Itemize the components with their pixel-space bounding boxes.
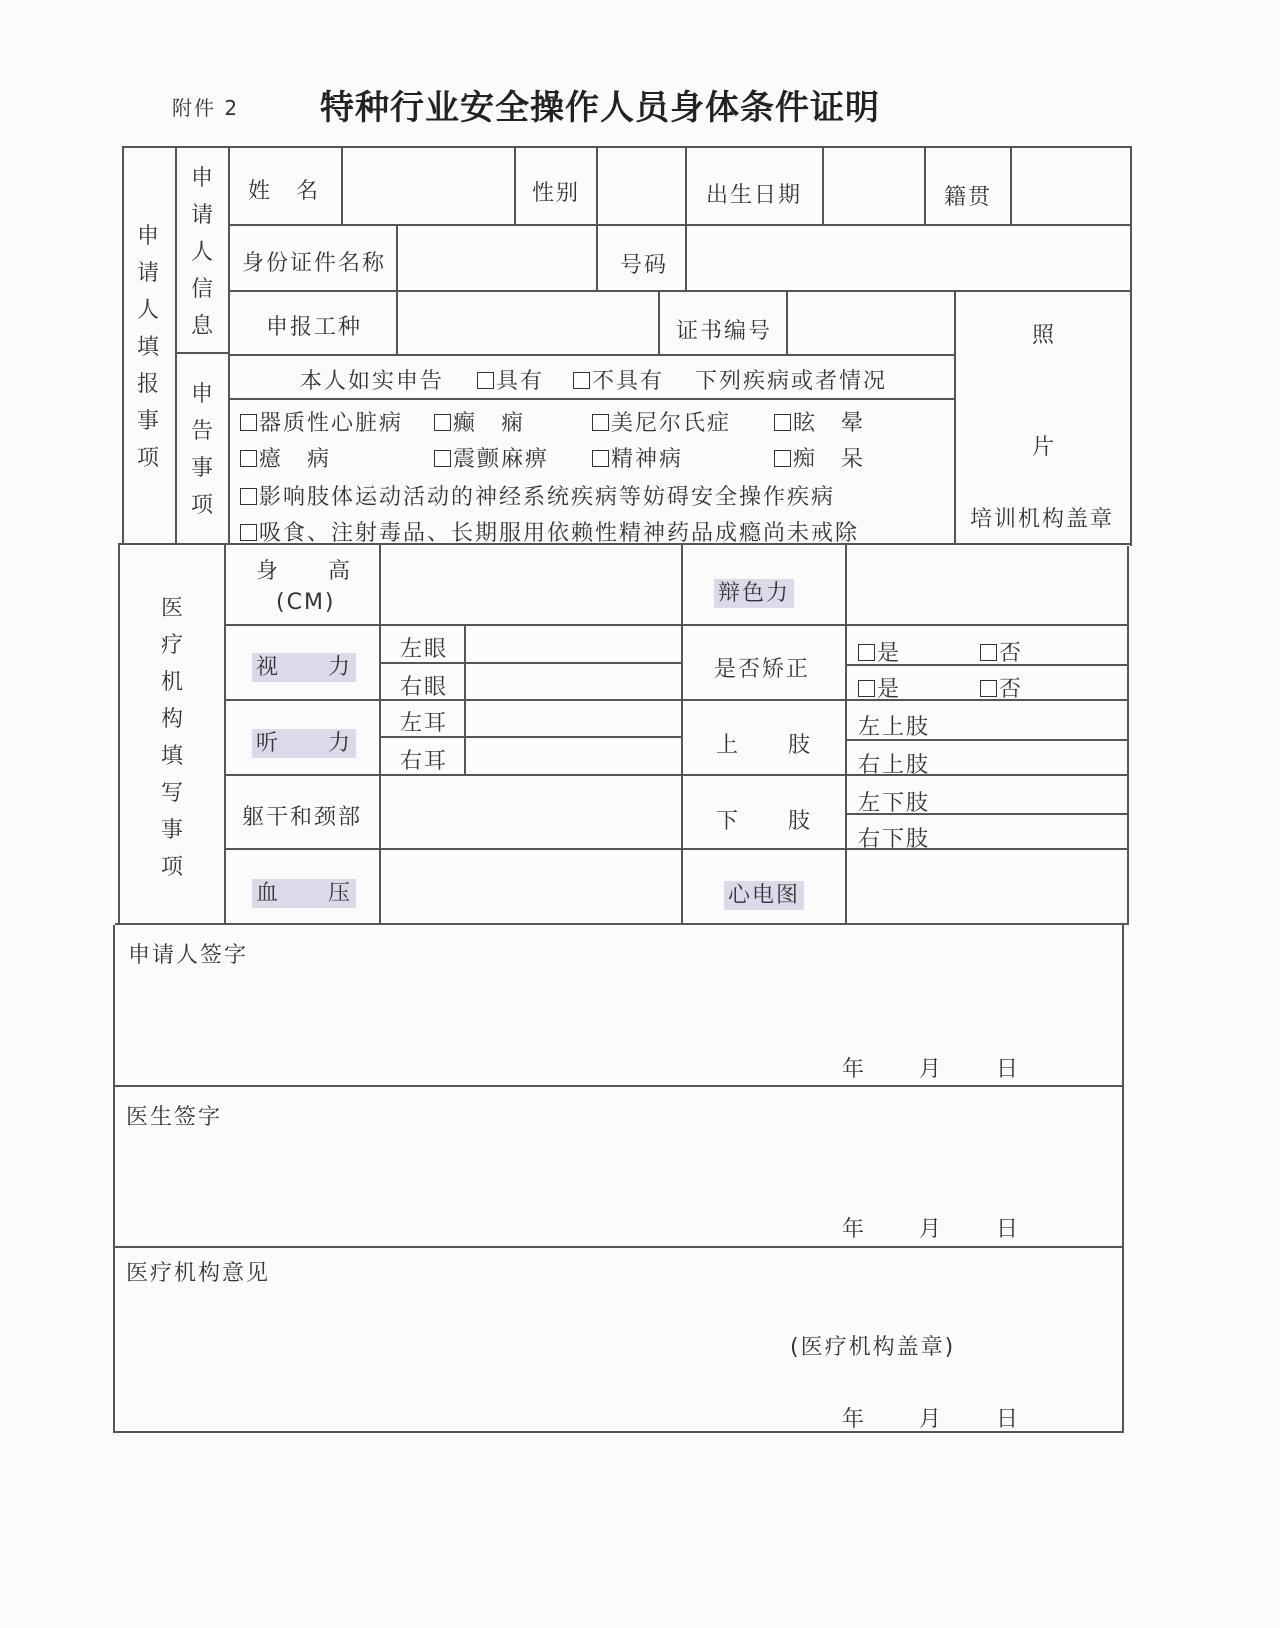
disease-label: 影响肢体运动活动的神经系统疾病等妨碍安全操作疾病 — [259, 485, 836, 510]
id-type-label: 身份证件名称 — [242, 251, 387, 276]
border-right-upper — [1130, 146, 1132, 546]
checkbox[interactable] — [434, 450, 451, 467]
form-title: 特种行业安全操作人员身体条件证明 — [320, 88, 880, 128]
applicant-section-label: 申请人填报事项 — [136, 224, 159, 471]
right-eye-corrected-yes[interactable] — [858, 672, 901, 703]
lower-limb-label: 下 肢 — [716, 809, 813, 834]
disease-item[interactable] — [592, 442, 683, 473]
medical-stamp-label: (医疗机构盖章) — [790, 1335, 956, 1360]
gender-label: 性别 — [532, 181, 581, 206]
checkbox[interactable] — [434, 414, 451, 431]
declare-items-label: 申告事项 — [190, 382, 213, 518]
disease-item[interactable] — [240, 442, 331, 473]
id-number-label: 号码 — [620, 253, 669, 278]
checkbox[interactable] — [240, 414, 257, 431]
month-label: 月 — [919, 1217, 944, 1242]
disease-label: 癫 痫 — [453, 411, 526, 436]
height-unit: (CM) — [276, 590, 336, 615]
hearing-text: 听 力 — [252, 729, 356, 758]
option-not-have-label: 不具有 — [592, 369, 665, 394]
right-lower-limb-label: 右下肢 — [858, 827, 931, 852]
right-ear-label: 右耳 — [400, 749, 449, 774]
checkbox[interactable] — [858, 680, 875, 697]
declare-line-bottom — [228, 398, 955, 400]
applicant-signature-label: 申请人签字 — [128, 943, 249, 968]
right-eye-corrected-no[interactable] — [980, 672, 1023, 703]
disease-label: 吸食、注射毒品、长期服用依赖性精神药品成瘾尚未戒除 — [259, 521, 860, 546]
applicant-info-label: 申请人信息 — [190, 166, 213, 339]
row3-bottom — [228, 354, 955, 356]
section-divider-4 — [114, 1246, 1124, 1248]
r3-v1 — [658, 290, 660, 354]
checkbox[interactable] — [240, 488, 257, 505]
med-h7 — [224, 848, 1128, 850]
blood-pressure-label — [252, 876, 356, 907]
blood-pressure-text: 血 压 — [252, 879, 356, 908]
month-label: 月 — [919, 1407, 944, 1432]
checkbox[interactable] — [980, 644, 997, 661]
right-eye-label: 右眼 — [400, 675, 449, 700]
name-label: 姓 名 — [248, 179, 321, 204]
birth-label: 出生日期 — [706, 183, 803, 208]
r1-v1 — [341, 146, 343, 224]
border-left-upper — [122, 146, 124, 543]
med-v2 — [379, 543, 381, 923]
medical-section-label: 医疗机构填写事项 — [160, 596, 183, 880]
disease-label: 痴 呆 — [793, 447, 866, 472]
day-label: 日 — [996, 1217, 1021, 1242]
yes-label: 是 — [877, 641, 902, 666]
disease-item[interactable] — [774, 406, 865, 437]
photo-left-line — [954, 290, 956, 544]
disease-label: 器质性心脏病 — [259, 411, 404, 436]
disease-item[interactable] — [240, 406, 403, 437]
border-top — [122, 146, 1132, 148]
declare-text: 本人如实申告 — [300, 369, 445, 394]
checkbox[interactable] — [858, 644, 875, 661]
med-v5 — [845, 543, 847, 923]
left-eye-corrected-no[interactable] — [980, 636, 1023, 667]
border-right-middle — [1127, 546, 1129, 925]
no-label: 否 — [999, 677, 1024, 702]
left-eye-label: 左眼 — [400, 637, 449, 662]
photo-label: 照 — [1032, 323, 1057, 348]
disease-item[interactable] — [434, 442, 549, 473]
checkbox[interactable] — [592, 414, 609, 431]
checkbox-have[interactable] — [477, 372, 494, 389]
checkbox[interactable] — [980, 680, 997, 697]
r3-v2 — [786, 290, 788, 354]
border-right-lower — [1122, 925, 1124, 1433]
medical-opinion-label: 医疗机构意见 — [126, 1261, 271, 1286]
vline-b — [228, 146, 230, 543]
border-left-lower — [113, 925, 115, 1433]
disease-item[interactable] — [240, 516, 859, 547]
border-left-middle — [118, 543, 120, 925]
ecg-label — [724, 878, 804, 909]
disease-item[interactable] — [434, 406, 525, 437]
checkbox-not-have[interactable] — [573, 372, 590, 389]
height-label: 身 高 — [256, 559, 353, 584]
disease-item[interactable] — [774, 442, 865, 473]
day-label: 日 — [996, 1407, 1021, 1432]
option-not-have[interactable] — [573, 369, 664, 394]
hearing-label — [252, 726, 356, 757]
row1-bottom — [228, 224, 1132, 226]
r1-v7 — [1010, 146, 1012, 224]
r1-v2 — [514, 146, 516, 224]
option-have-label: 具有 — [496, 369, 545, 394]
section-divider-2 — [115, 923, 1129, 925]
corrected-label: 是否矫正 — [714, 657, 811, 682]
no-label: 否 — [999, 641, 1024, 666]
doctor-date — [842, 1212, 1020, 1243]
vision-label — [252, 650, 356, 681]
r2-v1 — [396, 224, 398, 354]
attachment-label: 附件 2 — [172, 96, 240, 120]
med-h1 — [224, 624, 1128, 626]
declare-tail: 下列疾病或者情况 — [695, 369, 888, 394]
opinion-date — [842, 1402, 1020, 1433]
doctor-signature-label: 医生签字 — [126, 1105, 223, 1130]
checkbox[interactable] — [774, 450, 791, 467]
color-vision-text: 辩色力 — [714, 579, 794, 608]
photo-label-2: 片 — [1032, 435, 1057, 460]
left-ear-label: 左耳 — [400, 711, 449, 736]
cert-number-label: 证书编号 — [676, 319, 773, 344]
checkbox[interactable] — [592, 450, 609, 467]
trunk-neck-label: 躯干和颈部 — [242, 805, 363, 830]
option-have[interactable] — [477, 369, 544, 394]
med-v4 — [681, 543, 683, 923]
r1-v3 — [596, 146, 598, 290]
med-h5 — [224, 774, 1128, 776]
month-label: 月 — [919, 1057, 944, 1082]
r1-v4 — [685, 146, 687, 290]
native-label: 籍贯 — [944, 185, 993, 210]
disease-item[interactable] — [592, 406, 731, 437]
training-stamp-label: 培训机构盖章 — [970, 507, 1115, 532]
disease-label: 眩 晕 — [793, 411, 866, 436]
year-label: 年 — [842, 1217, 867, 1242]
r1-v6 — [924, 146, 926, 224]
year-label: 年 — [842, 1407, 867, 1432]
checkbox[interactable] — [240, 450, 257, 467]
checkbox[interactable] — [240, 524, 257, 541]
left-upper-limb-label: 左上肢 — [858, 715, 931, 740]
left-lower-limb-label: 左下肢 — [858, 791, 931, 816]
section-divider-3 — [114, 1085, 1124, 1087]
year-label: 年 — [842, 1057, 867, 1082]
vision-text: 视 力 — [252, 653, 356, 682]
checkbox[interactable] — [774, 414, 791, 431]
r1-v5 — [822, 146, 824, 224]
med-v1 — [224, 543, 226, 923]
job-type-label: 申报工种 — [266, 315, 363, 340]
right-upper-limb-label: 右上肢 — [858, 753, 931, 778]
row2-bottom — [228, 290, 1132, 292]
day-label: 日 — [996, 1057, 1021, 1082]
disease-label: 美尼尔氏症 — [611, 411, 732, 436]
ecg-text: 心电图 — [724, 881, 804, 910]
left-eye-corrected-yes[interactable] — [858, 636, 901, 667]
disease-label: 癔 病 — [259, 447, 332, 472]
hline-info-split — [175, 352, 229, 354]
upper-limb-label: 上 肢 — [716, 733, 813, 758]
declare-line — [300, 364, 887, 395]
disease-label: 精神病 — [611, 447, 684, 472]
disease-item[interactable] — [240, 480, 835, 511]
vline-a — [175, 146, 177, 543]
applicant-date — [842, 1052, 1020, 1083]
disease-label: 震颤麻痹 — [453, 447, 550, 472]
yes-label: 是 — [877, 677, 902, 702]
color-vision-label — [714, 576, 794, 607]
